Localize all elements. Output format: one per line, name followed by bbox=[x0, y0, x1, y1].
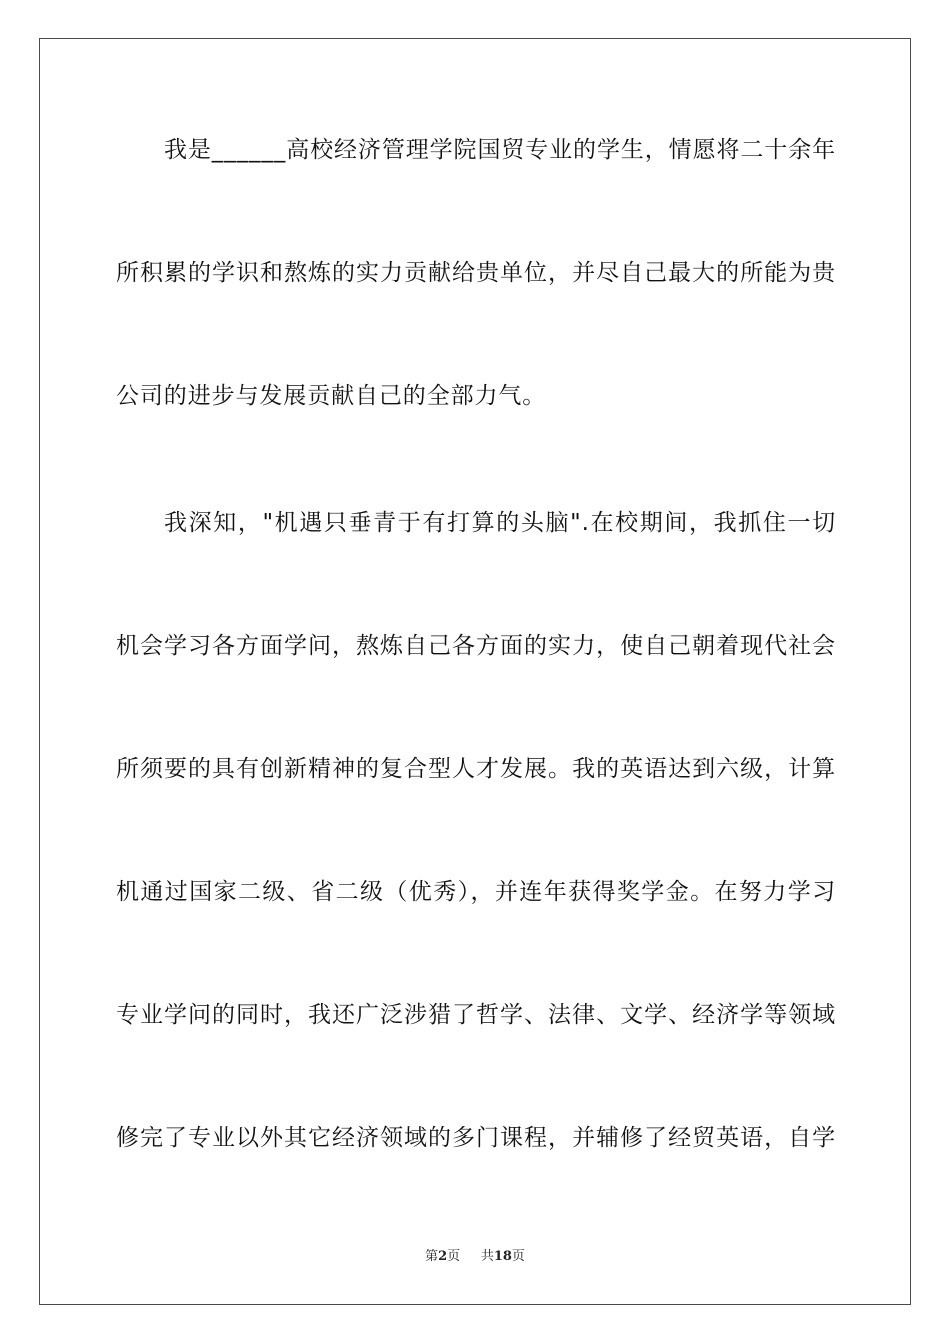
paragraph-2-line-1: 我深知，"机遇只垂青于有打算的头脑".在校期间，我抓住一切 bbox=[164, 510, 836, 536]
paragraph-1-line-2: 所积累的学识和熬炼的实力贡献给贵单位，并尽自己最大的所能为贵 bbox=[116, 260, 836, 286]
paragraph-2-line-4: 机通过国家二级、省二级（优秀），并连年获得奖学金。在努力学习 bbox=[116, 879, 836, 905]
paragraph-2-line-6: 修完了专业以外其它经济领域的多门课程，并辅修了经贸英语，自学 bbox=[116, 1125, 836, 1151]
paragraph-2-line-3: 所须要的具有创新精神的复合型人才发展。我的英语达到六级，计算 bbox=[116, 756, 836, 782]
paragraph-2-line-5: 专业学问的同时，我还广泛涉猎了哲学、法律、文学、经济学等领域 bbox=[116, 1002, 836, 1028]
page-number: 第2页 bbox=[425, 1249, 461, 1264]
page-footer bbox=[0, 1248, 950, 1266]
page-total: 共18页 bbox=[480, 1249, 525, 1264]
paragraph-1-line-1: 我是______高校经济管理学院国贸专业的学生，情愿将二十余年 bbox=[164, 137, 836, 163]
paragraph-1-line-3: 公司的进步与发展贡献自己的全部力气。 bbox=[116, 383, 547, 409]
paragraph-2-line-2: 机会学习各方面学问，熬炼自己各方面的实力，使自己朝着现代社会 bbox=[116, 633, 836, 659]
page-border bbox=[39, 38, 911, 1305]
